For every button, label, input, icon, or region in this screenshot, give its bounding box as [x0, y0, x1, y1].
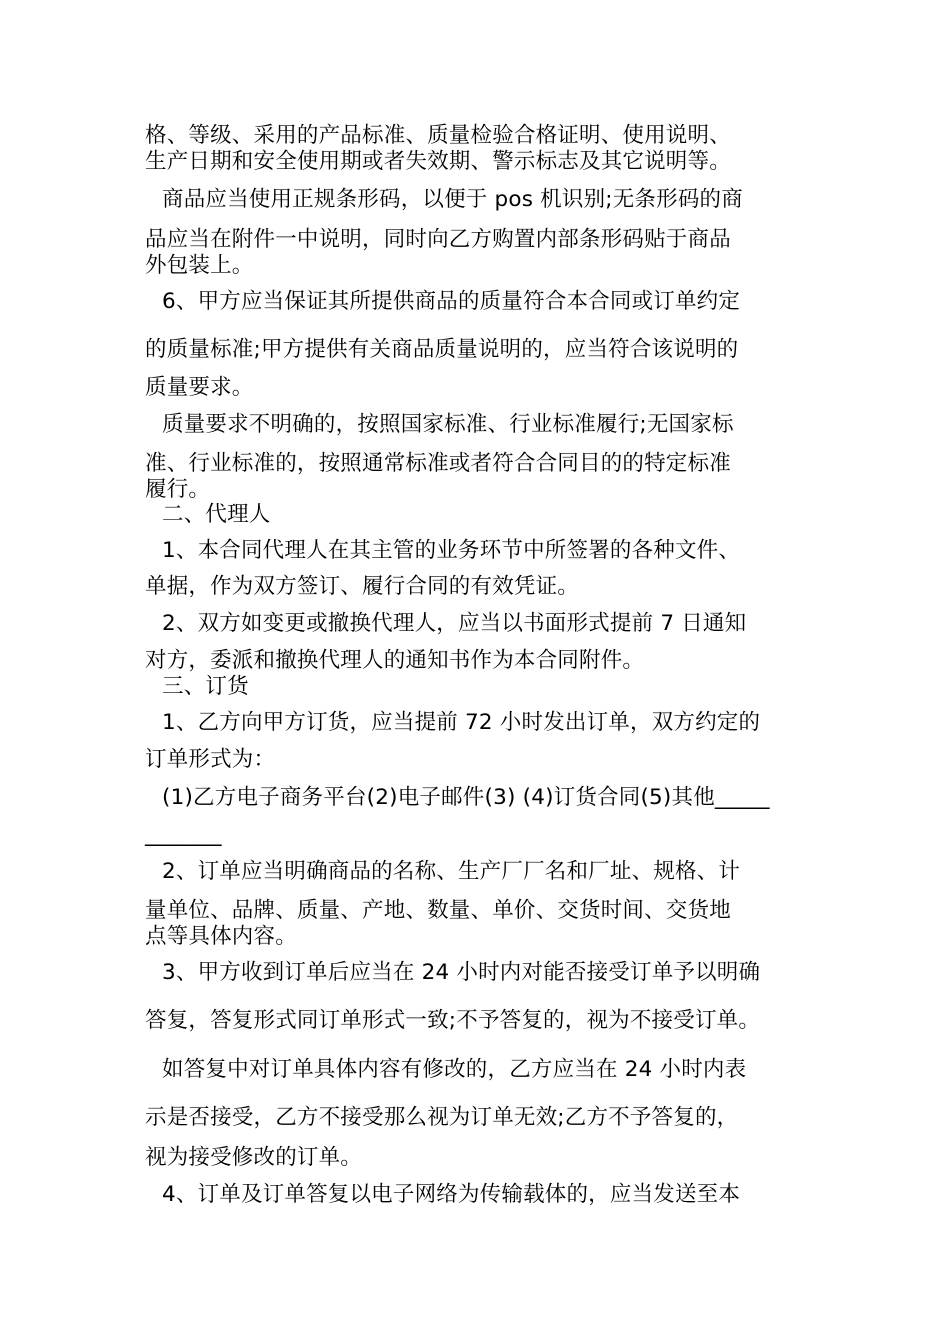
section-heading: 二、代理人 [162, 502, 271, 527]
text-line: 视为接受修改的订单。 [145, 1145, 363, 1170]
text-line: 1、本合同代理人在其主管的业务环节中所签署的各种文件、 [162, 538, 741, 563]
text-line: 商品应当使用正规条形码，以便于 pos 机识别;无条形码的商 [162, 187, 743, 212]
text-line: 答复，答复形式同订单形式一致;不予答复的，视为不接受订单。 [145, 1008, 761, 1033]
text-line: 质量要求不明确的，按照国家标准、行业标准履行;无国家标 [162, 412, 734, 437]
text-line: 点等具体内容。 [145, 924, 297, 949]
text-line: 6、甲方应当保证其所提供商品的质量符合本合同或订单约定 [162, 289, 741, 314]
text-line: 2、订单应当明确商品的名称、生产厂厂名和厂址、规格、计 [162, 859, 741, 884]
text-line: 单据，作为双方签订、履行合同的有效凭证。 [145, 574, 580, 599]
text-line: 订单形式为： [145, 747, 276, 772]
text-line: 生产日期和安全使用期或者失效期、警示标志及其它说明等。 [145, 149, 731, 174]
text-line: 的质量标准;甲方提供有关商品质量说明的，应当符合该说明的 [145, 337, 739, 362]
text-line: 如答复中对订单具体内容有修改的，乙方应当在 24 小时内表 [162, 1057, 747, 1082]
text-line: 1、乙方向甲方订货，应当提前 72 小时发出订单，双方约定的 [162, 710, 761, 735]
text-line: 履行。 [145, 477, 211, 502]
text-line: _______ [145, 822, 222, 847]
text-line: 准、行业标准的，按照通常标准或者符合合同目的的特定标准 [145, 451, 731, 476]
text-line: 量单位、品牌、质量、产地、数量、单价、交货时间、交货地 [145, 898, 731, 923]
text-line: 4、订单及订单答复以电子网络为传输载体的，应当发送至本 [162, 1182, 741, 1207]
text-line: 质量要求。 [145, 375, 254, 400]
text-line: 外包装上。 [145, 253, 254, 278]
text-line: 格、等级、采用的产品标准、质量检验合格证明、使用说明、 [145, 123, 731, 148]
text-line: (1)乙方电子商务平台(2)电子邮件(3) (4)订货合同(5)其他_____ [162, 785, 770, 810]
text-line: 品应当在附件一中说明，同时向乙方购置内部条形码贴于商品 [145, 227, 731, 252]
text-line: 示是否接受，乙方不接受那么视为订单无效;乙方不予答复的， [145, 1105, 739, 1130]
section-heading: 三、订货 [162, 674, 249, 699]
text-line: 3、甲方收到订单后应当在 24 小时内对能否接受订单予以明确 [162, 960, 761, 985]
text-line: 对方，委派和撤换代理人的通知书作为本合同附件。 [145, 648, 645, 673]
text-line: 2、双方如变更或撤换代理人，应当以书面形式提前 7 日通知 [162, 611, 747, 636]
